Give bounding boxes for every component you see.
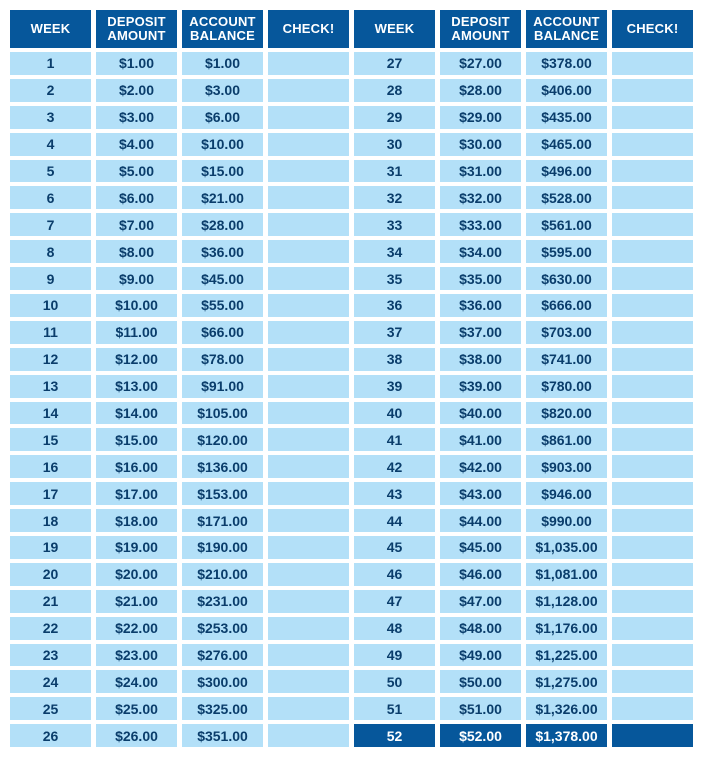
week-cell: 12 xyxy=(10,348,91,371)
check-box[interactable] xyxy=(268,186,349,209)
balance-cell: $91.00 xyxy=(182,375,263,398)
check-box[interactable] xyxy=(268,563,349,586)
header-balance-line2: BALANCE xyxy=(190,28,255,43)
check-box[interactable] xyxy=(268,509,349,532)
check-box[interactable] xyxy=(612,321,693,344)
week-cell: 24 xyxy=(10,670,91,693)
balance-cell: $378.00 xyxy=(526,52,607,75)
deposit-cell: $40.00 xyxy=(440,402,521,425)
balance-cell: $231.00 xyxy=(182,590,263,613)
check-box[interactable] xyxy=(268,348,349,371)
week-cell: 38 xyxy=(354,348,435,371)
week-cell: 27 xyxy=(354,52,435,75)
header-check-label: CHECK! xyxy=(626,21,679,36)
check-box[interactable] xyxy=(612,644,693,667)
balance-cell: $105.00 xyxy=(182,402,263,425)
header-week-label: WEEK xyxy=(374,21,415,36)
header-deposit-left xyxy=(96,10,177,48)
check-box[interactable] xyxy=(268,106,349,129)
savings-table xyxy=(10,10,693,747)
deposit-cell: $39.00 xyxy=(440,375,521,398)
check-box[interactable] xyxy=(612,724,693,747)
check-box[interactable] xyxy=(268,428,349,451)
deposit-cell: $51.00 xyxy=(440,697,521,720)
balance-cell: $1,275.00 xyxy=(526,670,607,693)
balance-cell: $666.00 xyxy=(526,294,607,317)
balance-cell: $435.00 xyxy=(526,106,607,129)
week-cell: 44 xyxy=(354,509,435,532)
week-cell: 46 xyxy=(354,563,435,586)
deposit-cell: $11.00 xyxy=(96,321,177,344)
week-cell: 33 xyxy=(354,213,435,236)
check-box[interactable] xyxy=(268,240,349,263)
week-cell: 2 xyxy=(10,79,91,102)
deposit-cell: $36.00 xyxy=(440,294,521,317)
week-cell: 6 xyxy=(10,186,91,209)
week-cell: 28 xyxy=(354,79,435,102)
balance-cell: $741.00 xyxy=(526,348,607,371)
check-box[interactable] xyxy=(268,375,349,398)
week-cell: 1 xyxy=(10,52,91,75)
balance-cell: $946.00 xyxy=(526,482,607,505)
week-cell: 23 xyxy=(10,644,91,667)
check-box[interactable] xyxy=(612,213,693,236)
deposit-cell: $28.00 xyxy=(440,79,521,102)
deposit-cell: $2.00 xyxy=(96,79,177,102)
deposit-cell: $38.00 xyxy=(440,348,521,371)
balance-cell: $36.00 xyxy=(182,240,263,263)
check-box[interactable] xyxy=(612,79,693,102)
week-cell: 26 xyxy=(10,724,91,747)
header-balance-label xyxy=(189,15,255,43)
deposit-cell: $48.00 xyxy=(440,617,521,640)
header-deposit-label xyxy=(107,15,165,43)
week-cell: 29 xyxy=(354,106,435,129)
deposit-cell: $30.00 xyxy=(440,133,521,156)
balance-cell: $153.00 xyxy=(182,482,263,505)
balance-cell: $820.00 xyxy=(526,402,607,425)
deposit-cell: $35.00 xyxy=(440,267,521,290)
deposit-cell: $37.00 xyxy=(440,321,521,344)
deposit-cell: $3.00 xyxy=(96,106,177,129)
balance-cell: $136.00 xyxy=(182,455,263,478)
week-cell: 48 xyxy=(354,617,435,640)
check-box[interactable] xyxy=(612,590,693,613)
week-cell: 15 xyxy=(10,428,91,451)
balance-cell: $66.00 xyxy=(182,321,263,344)
check-box[interactable] xyxy=(612,133,693,156)
balance-cell: $15.00 xyxy=(182,160,263,183)
check-box[interactable] xyxy=(268,133,349,156)
check-box[interactable] xyxy=(268,213,349,236)
balance-cell: $210.00 xyxy=(182,563,263,586)
week-cell: 21 xyxy=(10,590,91,613)
deposit-cell: $32.00 xyxy=(440,186,521,209)
deposit-cell: $52.00 xyxy=(440,724,521,747)
deposit-cell: $21.00 xyxy=(96,590,177,613)
check-box[interactable] xyxy=(268,536,349,559)
balance-cell: $990.00 xyxy=(526,509,607,532)
balance-cell: $1,378.00 xyxy=(526,724,607,747)
header-check-left xyxy=(268,10,349,48)
check-box[interactable] xyxy=(612,402,693,425)
week-cell: 51 xyxy=(354,697,435,720)
header-balance-line2: BALANCE xyxy=(534,28,599,43)
deposit-cell: $9.00 xyxy=(96,267,177,290)
week-cell: 50 xyxy=(354,670,435,693)
header-week-left xyxy=(10,10,91,48)
week-cell: 31 xyxy=(354,160,435,183)
week-cell: 40 xyxy=(354,402,435,425)
check-box[interactable] xyxy=(612,670,693,693)
check-box[interactable] xyxy=(612,106,693,129)
header-check-right xyxy=(612,10,693,48)
deposit-cell: $33.00 xyxy=(440,213,521,236)
deposit-cell: $44.00 xyxy=(440,509,521,532)
check-box[interactable] xyxy=(268,294,349,317)
week-cell: 9 xyxy=(10,267,91,290)
balance-cell: $465.00 xyxy=(526,133,607,156)
check-box[interactable] xyxy=(268,590,349,613)
balance-cell: $120.00 xyxy=(182,428,263,451)
balance-cell: $253.00 xyxy=(182,617,263,640)
balance-cell: $861.00 xyxy=(526,428,607,451)
check-box[interactable] xyxy=(612,536,693,559)
check-box[interactable] xyxy=(268,267,349,290)
balance-cell: $325.00 xyxy=(182,697,263,720)
week-cell: 45 xyxy=(354,536,435,559)
deposit-cell: $8.00 xyxy=(96,240,177,263)
check-box[interactable] xyxy=(612,617,693,640)
balance-cell: $171.00 xyxy=(182,509,263,532)
deposit-cell: $17.00 xyxy=(96,482,177,505)
deposit-cell: $5.00 xyxy=(96,160,177,183)
week-cell: 8 xyxy=(10,240,91,263)
balance-cell: $3.00 xyxy=(182,79,263,102)
deposit-cell: $4.00 xyxy=(96,133,177,156)
deposit-cell: $50.00 xyxy=(440,670,521,693)
week-cell: 4 xyxy=(10,133,91,156)
deposit-cell: $27.00 xyxy=(440,52,521,75)
balance-cell: $21.00 xyxy=(182,186,263,209)
check-box[interactable] xyxy=(268,617,349,640)
header-week-label: WEEK xyxy=(30,21,71,36)
deposit-cell: $45.00 xyxy=(440,536,521,559)
deposit-cell: $43.00 xyxy=(440,482,521,505)
deposit-cell: $20.00 xyxy=(96,563,177,586)
week-cell: 36 xyxy=(354,294,435,317)
balance-cell: $78.00 xyxy=(182,348,263,371)
balance-cell: $630.00 xyxy=(526,267,607,290)
balance-cell: $1,225.00 xyxy=(526,644,607,667)
week-cell: 52 xyxy=(354,724,435,747)
check-box[interactable] xyxy=(612,428,693,451)
week-cell: 22 xyxy=(10,617,91,640)
deposit-cell: $34.00 xyxy=(440,240,521,263)
week-cell: 20 xyxy=(10,563,91,586)
deposit-cell: $47.00 xyxy=(440,590,521,613)
week-cell: 14 xyxy=(10,402,91,425)
week-cell: 34 xyxy=(354,240,435,263)
deposit-cell: $15.00 xyxy=(96,428,177,451)
header-deposit-label xyxy=(451,15,509,43)
week-cell: 49 xyxy=(354,644,435,667)
deposit-cell: $24.00 xyxy=(96,670,177,693)
week-cell: 5 xyxy=(10,160,91,183)
check-box[interactable] xyxy=(268,482,349,505)
week-cell: 13 xyxy=(10,375,91,398)
week-cell: 35 xyxy=(354,267,435,290)
balance-cell: $276.00 xyxy=(182,644,263,667)
balance-cell: $406.00 xyxy=(526,79,607,102)
balance-cell: $780.00 xyxy=(526,375,607,398)
week-cell: 16 xyxy=(10,455,91,478)
balance-cell: $1,081.00 xyxy=(526,563,607,586)
header-balance-label xyxy=(533,15,599,43)
check-box[interactable] xyxy=(612,348,693,371)
balance-cell: $28.00 xyxy=(182,213,263,236)
deposit-cell: $46.00 xyxy=(440,563,521,586)
check-box[interactable] xyxy=(268,644,349,667)
week-cell: 30 xyxy=(354,133,435,156)
week-cell: 17 xyxy=(10,482,91,505)
balance-cell: $496.00 xyxy=(526,160,607,183)
header-balance-right xyxy=(526,10,607,48)
check-box[interactable] xyxy=(612,186,693,209)
balance-cell: $45.00 xyxy=(182,267,263,290)
check-box[interactable] xyxy=(612,240,693,263)
check-box[interactable] xyxy=(268,402,349,425)
deposit-cell: $42.00 xyxy=(440,455,521,478)
check-box[interactable] xyxy=(612,160,693,183)
check-box[interactable] xyxy=(268,724,349,747)
balance-cell: $1,326.00 xyxy=(526,697,607,720)
deposit-cell: $41.00 xyxy=(440,428,521,451)
deposit-cell: $16.00 xyxy=(96,455,177,478)
balance-cell: $1,176.00 xyxy=(526,617,607,640)
balance-cell: $561.00 xyxy=(526,213,607,236)
header-balance-line1: ACCOUNT xyxy=(533,14,600,29)
deposit-cell: $23.00 xyxy=(96,644,177,667)
header-balance-left xyxy=(182,10,263,48)
deposit-cell: $29.00 xyxy=(440,106,521,129)
week-cell: 43 xyxy=(354,482,435,505)
header-deposit-line1: DEPOSIT xyxy=(107,14,166,29)
balance-cell: $1.00 xyxy=(182,52,263,75)
week-cell: 32 xyxy=(354,186,435,209)
check-box[interactable] xyxy=(268,52,349,75)
check-box[interactable] xyxy=(612,375,693,398)
header-deposit-line1: DEPOSIT xyxy=(451,14,510,29)
week-cell: 3 xyxy=(10,106,91,129)
deposit-cell: $10.00 xyxy=(96,294,177,317)
deposit-cell: $19.00 xyxy=(96,536,177,559)
balance-cell: $190.00 xyxy=(182,536,263,559)
deposit-cell: $13.00 xyxy=(96,375,177,398)
balance-cell: $1,128.00 xyxy=(526,590,607,613)
deposit-cell: $18.00 xyxy=(96,509,177,532)
balance-cell: $528.00 xyxy=(526,186,607,209)
balance-cell: $55.00 xyxy=(182,294,263,317)
deposit-cell: $49.00 xyxy=(440,644,521,667)
deposit-cell: $25.00 xyxy=(96,697,177,720)
week-cell: 47 xyxy=(354,590,435,613)
balance-cell: $1,035.00 xyxy=(526,536,607,559)
week-cell: 42 xyxy=(354,455,435,478)
header-balance-line1: ACCOUNT xyxy=(189,14,256,29)
check-box[interactable] xyxy=(268,455,349,478)
week-cell: 19 xyxy=(10,536,91,559)
deposit-cell: $12.00 xyxy=(96,348,177,371)
balance-cell: $903.00 xyxy=(526,455,607,478)
header-week-right xyxy=(354,10,435,48)
header-deposit-line2: AMOUNT xyxy=(451,28,510,43)
check-box[interactable] xyxy=(612,267,693,290)
balance-cell: $10.00 xyxy=(182,133,263,156)
deposit-cell: $1.00 xyxy=(96,52,177,75)
check-box[interactable] xyxy=(612,455,693,478)
deposit-cell: $6.00 xyxy=(96,186,177,209)
week-cell: 10 xyxy=(10,294,91,317)
balance-cell: $6.00 xyxy=(182,106,263,129)
balance-cell: $351.00 xyxy=(182,724,263,747)
check-box[interactable] xyxy=(268,321,349,344)
check-box[interactable] xyxy=(612,52,693,75)
week-cell: 11 xyxy=(10,321,91,344)
balance-cell: $300.00 xyxy=(182,670,263,693)
deposit-cell: $26.00 xyxy=(96,724,177,747)
week-cell: 7 xyxy=(10,213,91,236)
check-box[interactable] xyxy=(268,79,349,102)
header-deposit-right xyxy=(440,10,521,48)
check-box[interactable] xyxy=(612,697,693,720)
check-box[interactable] xyxy=(612,509,693,532)
check-box[interactable] xyxy=(268,670,349,693)
week-cell: 18 xyxy=(10,509,91,532)
week-cell: 25 xyxy=(10,697,91,720)
deposit-cell: $22.00 xyxy=(96,617,177,640)
deposit-cell: $14.00 xyxy=(96,402,177,425)
week-cell: 39 xyxy=(354,375,435,398)
balance-cell: $703.00 xyxy=(526,321,607,344)
check-box[interactable] xyxy=(268,160,349,183)
check-box[interactable] xyxy=(612,563,693,586)
check-box[interactable] xyxy=(612,294,693,317)
header-check-label: CHECK! xyxy=(282,21,335,36)
week-cell: 41 xyxy=(354,428,435,451)
check-box[interactable] xyxy=(612,482,693,505)
check-box[interactable] xyxy=(268,697,349,720)
header-deposit-line2: AMOUNT xyxy=(107,28,166,43)
week-cell: 37 xyxy=(354,321,435,344)
deposit-cell: $31.00 xyxy=(440,160,521,183)
balance-cell: $595.00 xyxy=(526,240,607,263)
deposit-cell: $7.00 xyxy=(96,213,177,236)
